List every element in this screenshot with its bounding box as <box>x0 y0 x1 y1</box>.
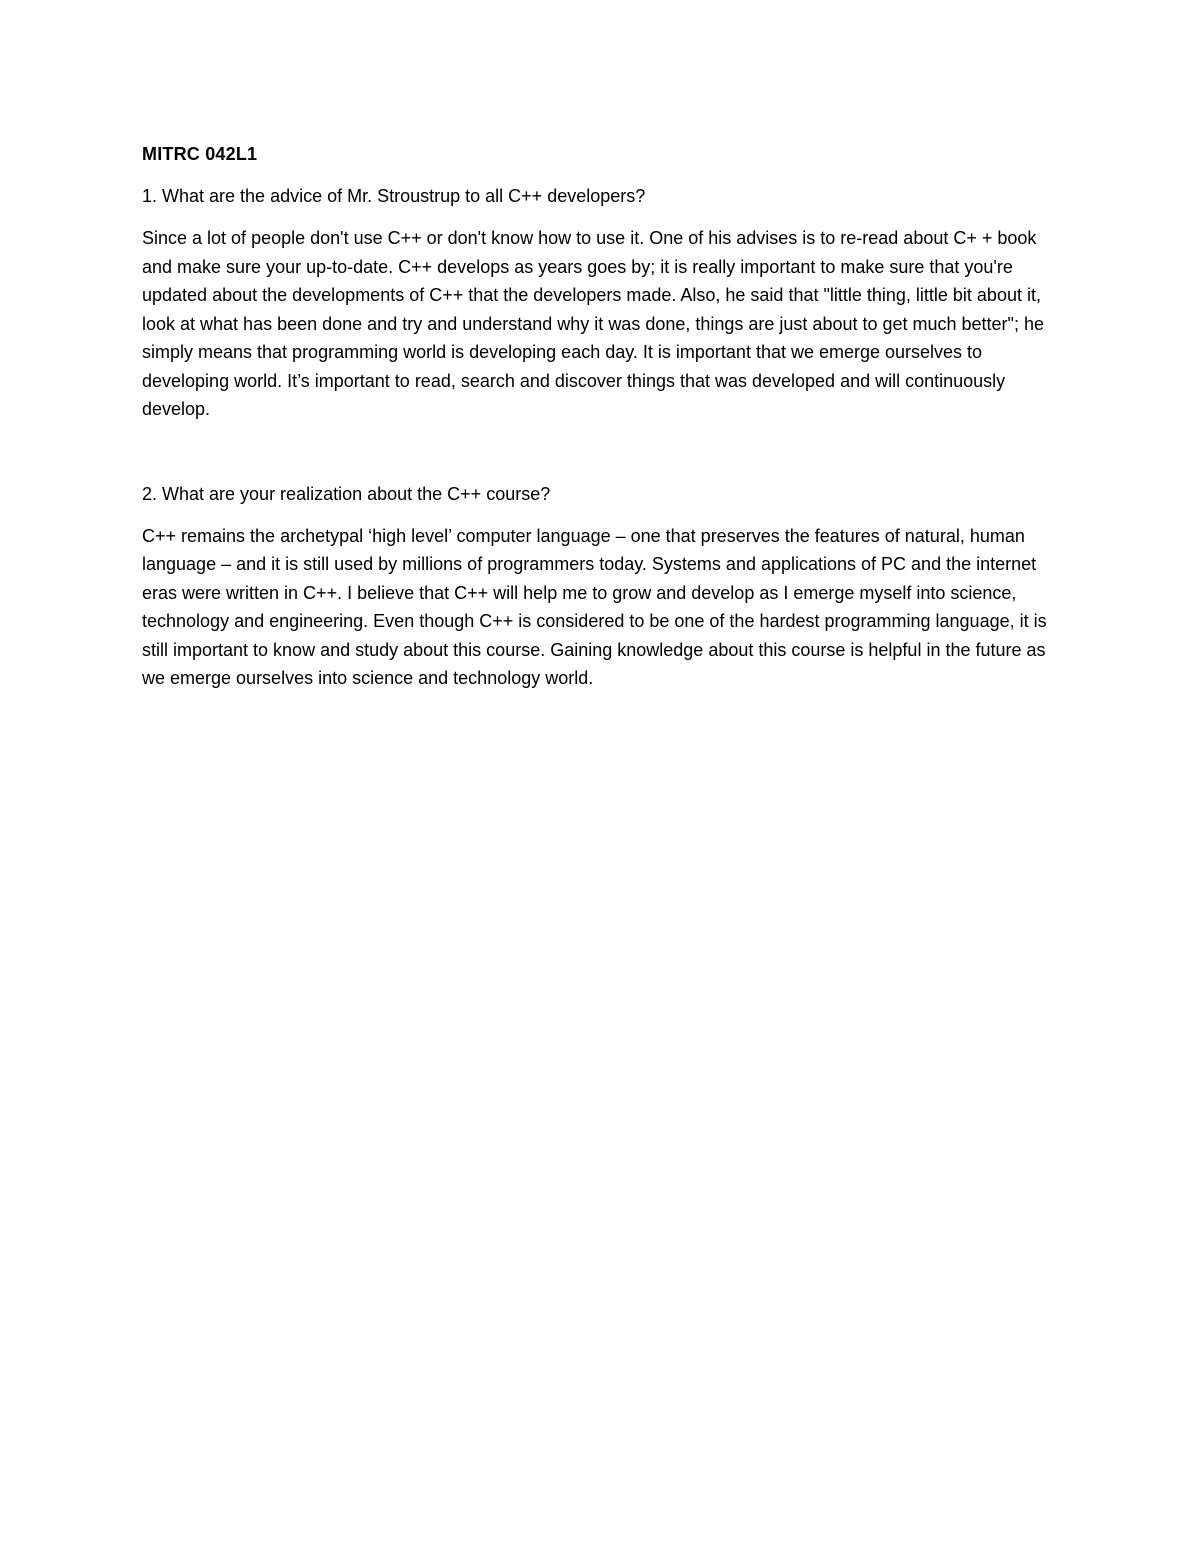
answer-2: C++ remains the archetypal ‘high level’ computer language – one that preserves the features of natural, human language – and it is still used by millions of programmers today. Systems and applications of PC and the internet eras were written in C++. I believe that C++ will help me to grow and develop as I emerge myself into science, technology and engineering. Even though C++ is considered to be one of the hardest programming language, it is still important to know and study about this course. Gaining knowledge about this course is helpful in the future as we emerge ourselves into science and technology world. <box>142 525 1047 688</box>
document-body <box>142 140 1062 693</box>
question-2: 2. What are your realization about the C++ course? <box>142 483 551 504</box>
section-spacer <box>142 424 1062 480</box>
question-1: 1. What are the advice of Mr. Stroustrup to all C++ developers? <box>142 186 646 206</box>
document-title: MITRC 042L1 <box>142 144 258 164</box>
answer-1: Since a lot of people don't use C++ or don't know how to use it. One of his advises is to re-read about C+ + book and make sure your up-to-date. C++ develops as years goes by; it is really important to make sure that you're updated about the developments of C++ that the developers made. Also, he said that "little thing, little bit about it, look at what has been done and try and understand why it was done, things are just about to get much better"; he simply means that programming world is developing each day. It is important that we emerge ourselves to developing world. It’s important to read, search and discover things that was developed and will continuously develop. <box>142 228 1044 419</box>
